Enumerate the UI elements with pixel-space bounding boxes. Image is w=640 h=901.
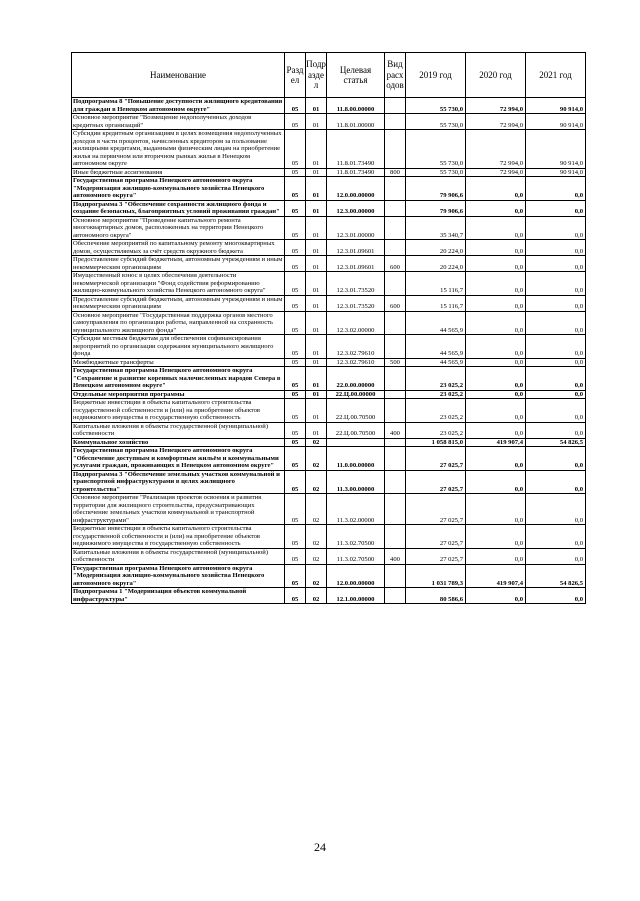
cell-article: 11.8.01.73490 bbox=[327, 168, 385, 177]
table-body bbox=[72, 98, 586, 604]
table-row bbox=[72, 470, 586, 494]
cell-2020: 0,0 bbox=[466, 588, 526, 604]
header-2019: 2019 год bbox=[406, 53, 466, 98]
cell-podrazdel: 01 bbox=[306, 367, 327, 391]
cell-article: 11.3.00.00000 bbox=[327, 470, 385, 494]
cell-2019: 55 730,0 bbox=[406, 168, 466, 177]
cell-2019: 27 025,7 bbox=[406, 548, 466, 564]
table-row bbox=[72, 494, 586, 525]
cell-vid: 500 bbox=[385, 358, 406, 367]
cell-podrazdel: 01 bbox=[306, 177, 327, 201]
cell-vid: 600 bbox=[385, 256, 406, 272]
cell-podrazdel: 01 bbox=[306, 358, 327, 367]
cell-name: Субсидии местным бюджетам для обеспечения софинансирования мероприятий по организации содержания муниципального жилищного фонда bbox=[72, 335, 285, 359]
cell-2020: 0,0 bbox=[466, 295, 526, 311]
cell-podrazdel: 02 bbox=[306, 447, 327, 471]
table-row bbox=[72, 548, 586, 564]
cell-razdel: 05 bbox=[285, 200, 306, 216]
cell-razdel: 05 bbox=[285, 470, 306, 494]
cell-2020: 0,0 bbox=[466, 200, 526, 216]
cell-2020: 0,0 bbox=[466, 367, 526, 391]
cell-vid bbox=[385, 311, 406, 335]
cell-article: 22.Ц.00.70500 bbox=[327, 422, 385, 438]
cell-article: 12.3.00.00000 bbox=[327, 200, 385, 216]
header-2020: 2020 год bbox=[466, 53, 526, 98]
cell-name: Иные бюджетные ассигнования bbox=[72, 168, 285, 177]
cell-podrazdel: 01 bbox=[306, 168, 327, 177]
cell-2019: 20 224,0 bbox=[406, 256, 466, 272]
cell-name: Основное мероприятие "Государственная поддержка органов местного самоуправления по организации работы, направленной на сохранность муниципального жилищного фонда" bbox=[72, 311, 285, 335]
cell-vid bbox=[385, 367, 406, 391]
cell-article: 11.8.01.73490 bbox=[327, 130, 385, 169]
table-row bbox=[72, 311, 586, 335]
cell-2019: 27 025,7 bbox=[406, 525, 466, 549]
cell-2021: 0,0 bbox=[526, 470, 586, 494]
cell-article: 12.3.01.00000 bbox=[327, 216, 385, 240]
cell-article: 12.3.01.09601 bbox=[327, 256, 385, 272]
table-row bbox=[72, 399, 586, 423]
cell-name: Государственная программа Ненецкого автономного округа "Модернизация жилищно-коммунального хозяйства Ненецкого автономного округа" bbox=[72, 177, 285, 201]
cell-vid: 400 bbox=[385, 548, 406, 564]
cell-2021: 54 826,5 bbox=[526, 438, 586, 447]
cell-razdel: 05 bbox=[285, 390, 306, 399]
cell-2019: 27 025,7 bbox=[406, 447, 466, 471]
cell-2019: 44 565,9 bbox=[406, 335, 466, 359]
cell-2020: 0,0 bbox=[466, 422, 526, 438]
cell-name: Подпрограмма 1 "Модернизация объектов коммунальной инфраструктуры" bbox=[72, 588, 285, 604]
cell-vid bbox=[385, 447, 406, 471]
table-row bbox=[72, 168, 586, 177]
cell-name: Обеспечение мероприятий по капитальному ремонту многоквартирных домов, осуществляемых за счёт средств окружного бюджета bbox=[72, 240, 285, 256]
cell-2020: 0,0 bbox=[466, 358, 526, 367]
table-row bbox=[72, 335, 586, 359]
cell-razdel: 05 bbox=[285, 216, 306, 240]
cell-2021: 0,0 bbox=[526, 548, 586, 564]
cell-article: 12.3.02.79610 bbox=[327, 358, 385, 367]
cell-2021: 0,0 bbox=[526, 295, 586, 311]
cell-vid bbox=[385, 177, 406, 201]
cell-2021: 0,0 bbox=[526, 588, 586, 604]
cell-podrazdel: 01 bbox=[306, 240, 327, 256]
cell-2021: 0,0 bbox=[526, 200, 586, 216]
header-podrazdel: Подраздел bbox=[306, 53, 327, 98]
cell-name: Основное мероприятие "Проведение капитального ремонта многоквартирных домов, расположенных на территории Ненецкого автономного округа" bbox=[72, 216, 285, 240]
cell-2019: 23 025,2 bbox=[406, 390, 466, 399]
cell-2021: 0,0 bbox=[526, 272, 586, 296]
cell-2019: 1 058 815,0 bbox=[406, 438, 466, 447]
cell-razdel: 05 bbox=[285, 311, 306, 335]
cell-2020: 0,0 bbox=[466, 335, 526, 359]
cell-name: Бюджетные инвестиции в объекты капитального строительства государственной собственности и (или) на приобретение объектов недвижимого имущества в государственную собственность bbox=[72, 399, 285, 423]
cell-2020: 419 907,4 bbox=[466, 564, 526, 588]
cell-podrazdel: 01 bbox=[306, 256, 327, 272]
table-row bbox=[72, 390, 586, 399]
header-article: Целевая статья bbox=[327, 53, 385, 98]
table-row bbox=[72, 200, 586, 216]
cell-podrazdel: 01 bbox=[306, 200, 327, 216]
cell-vid: 800 bbox=[385, 168, 406, 177]
cell-podrazdel: 02 bbox=[306, 564, 327, 588]
cell-article: 11.8.00.00000 bbox=[327, 98, 385, 114]
cell-article: 12.1.00.00000 bbox=[327, 588, 385, 604]
cell-2019: 79 906,6 bbox=[406, 200, 466, 216]
cell-razdel: 05 bbox=[285, 548, 306, 564]
table-row bbox=[72, 216, 586, 240]
table-row bbox=[72, 114, 586, 130]
cell-razdel: 05 bbox=[285, 335, 306, 359]
header-name: Наименование bbox=[72, 53, 285, 98]
cell-vid bbox=[385, 98, 406, 114]
cell-podrazdel: 01 bbox=[306, 98, 327, 114]
cell-razdel: 05 bbox=[285, 399, 306, 423]
cell-2019: 15 116,7 bbox=[406, 295, 466, 311]
cell-article: 11.3.02.00000 bbox=[327, 494, 385, 525]
cell-podrazdel: 02 bbox=[306, 470, 327, 494]
cell-vid: 600 bbox=[385, 295, 406, 311]
table-row bbox=[72, 130, 586, 169]
cell-podrazdel: 01 bbox=[306, 422, 327, 438]
table-row bbox=[72, 447, 586, 471]
table-row bbox=[72, 295, 586, 311]
cell-vid bbox=[385, 390, 406, 399]
cell-razdel: 05 bbox=[285, 525, 306, 549]
cell-2021: 90 914,0 bbox=[526, 98, 586, 114]
cell-razdel: 05 bbox=[285, 588, 306, 604]
cell-vid bbox=[385, 399, 406, 423]
cell-2021: 0,0 bbox=[526, 177, 586, 201]
cell-razdel: 05 bbox=[285, 168, 306, 177]
cell-2021: 0,0 bbox=[526, 358, 586, 367]
cell-2021: 0,0 bbox=[526, 216, 586, 240]
cell-2019: 55 730,0 bbox=[406, 98, 466, 114]
cell-name: Бюджетные инвестиции в объекты капитального строительства государственной собственности и (или) на приобретение объектов недвижимого имущества в государственную собственность bbox=[72, 525, 285, 549]
cell-vid bbox=[385, 240, 406, 256]
cell-podrazdel: 01 bbox=[306, 130, 327, 169]
cell-article: 11.0.00.00000 bbox=[327, 447, 385, 471]
cell-2020: 0,0 bbox=[466, 256, 526, 272]
header-vid: Вид расходов bbox=[385, 53, 406, 98]
cell-razdel: 05 bbox=[285, 240, 306, 256]
cell-razdel: 05 bbox=[285, 114, 306, 130]
cell-podrazdel: 01 bbox=[306, 272, 327, 296]
cell-podrazdel: 02 bbox=[306, 525, 327, 549]
cell-2020: 0,0 bbox=[466, 240, 526, 256]
cell-razdel: 05 bbox=[285, 367, 306, 391]
cell-2020: 0,0 bbox=[466, 216, 526, 240]
cell-article: 12.3.01.73520 bbox=[327, 295, 385, 311]
cell-2019: 23 025,2 bbox=[406, 422, 466, 438]
cell-article: 11.8.01.00000 bbox=[327, 114, 385, 130]
cell-vid bbox=[385, 564, 406, 588]
cell-vid bbox=[385, 130, 406, 169]
cell-podrazdel: 02 bbox=[306, 588, 327, 604]
cell-name: Капитальные вложения в объекты государственной (муниципальной) собственности bbox=[72, 422, 285, 438]
cell-2019: 55 730,0 bbox=[406, 114, 466, 130]
cell-article: 12.0.00.00000 bbox=[327, 177, 385, 201]
cell-name: Подпрограмма 8 "Повышение доступности жилищного кредитования для граждан в Ненецком автономном округе" bbox=[72, 98, 285, 114]
cell-2019: 27 025,7 bbox=[406, 494, 466, 525]
cell-2020: 419 907,4 bbox=[466, 438, 526, 447]
cell-name: Коммунальное хозяйство bbox=[72, 438, 285, 447]
cell-2020: 0,0 bbox=[466, 399, 526, 423]
cell-article: 12.3.01.73520 bbox=[327, 272, 385, 296]
cell-razdel: 05 bbox=[285, 177, 306, 201]
table-row bbox=[72, 256, 586, 272]
cell-podrazdel: 01 bbox=[306, 311, 327, 335]
cell-name: Предоставление субсидий бюджетным, автономным учреждениям и иным некоммерческим организациям bbox=[72, 295, 285, 311]
cell-2019: 44 565,9 bbox=[406, 311, 466, 335]
cell-2019: 35 340,7 bbox=[406, 216, 466, 240]
cell-2019: 27 025,7 bbox=[406, 470, 466, 494]
cell-article bbox=[327, 438, 385, 447]
cell-2019: 1 031 789,3 bbox=[406, 564, 466, 588]
cell-article: 12.0.00.00000 bbox=[327, 564, 385, 588]
cell-article: 11.3.02.70500 bbox=[327, 548, 385, 564]
cell-2019: 23 025,2 bbox=[406, 367, 466, 391]
cell-article: 12.3.01.09601 bbox=[327, 240, 385, 256]
cell-vid bbox=[385, 335, 406, 359]
cell-name: Основное мероприятие "Реализация проектов освоения и развития территории для жилищного строительства, предусматривающих обеспечение земельных участков коммунальной и транспортной инфраструктурами" bbox=[72, 494, 285, 525]
cell-podrazdel: 02 bbox=[306, 438, 327, 447]
cell-razdel: 05 bbox=[285, 358, 306, 367]
cell-vid: 400 bbox=[385, 422, 406, 438]
cell-2019: 20 224,0 bbox=[406, 240, 466, 256]
cell-2021: 90 914,0 bbox=[526, 114, 586, 130]
cell-vid bbox=[385, 525, 406, 549]
cell-article: 12.3.02.79610 bbox=[327, 335, 385, 359]
table-row bbox=[72, 272, 586, 296]
cell-2021: 0,0 bbox=[526, 390, 586, 399]
table-row bbox=[72, 525, 586, 549]
cell-2020: 0,0 bbox=[466, 177, 526, 201]
cell-podrazdel: 01 bbox=[306, 399, 327, 423]
cell-podrazdel: 01 bbox=[306, 335, 327, 359]
budget-table bbox=[71, 52, 586, 604]
cell-vid bbox=[385, 588, 406, 604]
cell-article: 12.3.02.00000 bbox=[327, 311, 385, 335]
cell-vid bbox=[385, 114, 406, 130]
page-number: 24 bbox=[314, 840, 326, 854]
cell-2019: 15 116,7 bbox=[406, 272, 466, 296]
header-razdel: Раздел bbox=[285, 53, 306, 98]
table-row bbox=[72, 358, 586, 367]
cell-razdel: 05 bbox=[285, 98, 306, 114]
cell-vid bbox=[385, 272, 406, 296]
cell-name: Имущественный взнос в целях обеспечения деятельности некоммерческой организации "Фонд содействия реформированию жилищно-коммунального хозяйства Ненецкого автономного округа" bbox=[72, 272, 285, 296]
cell-2020: 0,0 bbox=[466, 470, 526, 494]
table-row bbox=[72, 240, 586, 256]
cell-razdel: 05 bbox=[285, 295, 306, 311]
cell-2020: 72 994,0 bbox=[466, 98, 526, 114]
cell-name: Основное мероприятие "Возмещение недополученных доходов кредитных организаций" bbox=[72, 114, 285, 130]
cell-name: Отдельные мероприятия программы bbox=[72, 390, 285, 399]
cell-name: Предоставление субсидий бюджетным, автономным учреждениям и иным некоммерческим организациям bbox=[72, 256, 285, 272]
cell-podrazdel: 02 bbox=[306, 548, 327, 564]
cell-razdel: 05 bbox=[285, 130, 306, 169]
cell-2020: 0,0 bbox=[466, 494, 526, 525]
cell-article: 22.Ц.00.00000 bbox=[327, 390, 385, 399]
cell-2020: 0,0 bbox=[466, 447, 526, 471]
table-row bbox=[72, 367, 586, 391]
table-row bbox=[72, 588, 586, 604]
table-header-row bbox=[72, 53, 586, 98]
cell-2020: 0,0 bbox=[466, 272, 526, 296]
cell-podrazdel: 01 bbox=[306, 216, 327, 240]
cell-razdel: 05 bbox=[285, 447, 306, 471]
cell-razdel: 05 bbox=[285, 494, 306, 525]
cell-article: 22.0.00.00000 bbox=[327, 367, 385, 391]
cell-2020: 72 994,0 bbox=[466, 130, 526, 169]
cell-2021: 90 914,0 bbox=[526, 168, 586, 177]
cell-2021: 0,0 bbox=[526, 367, 586, 391]
cell-article: 22.Ц.00.70500 bbox=[327, 399, 385, 423]
cell-podrazdel: 01 bbox=[306, 390, 327, 399]
cell-name: Подпрограмма 3 "Обеспечение земельных участков коммунальной и транспортной инфраструктурами в целях жилищного строительства" bbox=[72, 470, 285, 494]
table-row bbox=[72, 98, 586, 114]
cell-podrazdel: 01 bbox=[306, 114, 327, 130]
cell-2020: 0,0 bbox=[466, 548, 526, 564]
header-2021: 2021 год bbox=[526, 53, 586, 98]
cell-vid bbox=[385, 438, 406, 447]
cell-article: 11.3.02.70500 bbox=[327, 525, 385, 549]
cell-vid bbox=[385, 494, 406, 525]
cell-vid bbox=[385, 200, 406, 216]
cell-2021: 90 914,0 bbox=[526, 130, 586, 169]
cell-name: Межбюджетные трансферты bbox=[72, 358, 285, 367]
cell-razdel: 05 bbox=[285, 422, 306, 438]
cell-2019: 23 025,2 bbox=[406, 399, 466, 423]
cell-name: Государственная программа Ненецкого автономного округа "Сохранение и развитие коренных малочисленных народов Севера в Ненецком автономном округе" bbox=[72, 367, 285, 391]
cell-name: Субсидии кредитным организациям в целях возмещения недополученных доходов в части процентов, начисленных кредитором за пользование жилищными кредитами, выданными физическим лицам на приобретение жилья на первичном или вторичном рынках жилья в Ненецком автономном округе bbox=[72, 130, 285, 169]
cell-2021: 0,0 bbox=[526, 311, 586, 335]
cell-2021: 0,0 bbox=[526, 399, 586, 423]
cell-2020: 0,0 bbox=[466, 525, 526, 549]
table-row bbox=[72, 177, 586, 201]
cell-2019: 79 906,6 bbox=[406, 177, 466, 201]
cell-vid bbox=[385, 470, 406, 494]
cell-2020: 72 994,0 bbox=[466, 114, 526, 130]
cell-vid bbox=[385, 216, 406, 240]
cell-2021: 0,0 bbox=[526, 422, 586, 438]
cell-razdel: 05 bbox=[285, 272, 306, 296]
cell-2021: 0,0 bbox=[526, 256, 586, 272]
cell-razdel: 05 bbox=[285, 438, 306, 447]
table-row bbox=[72, 564, 586, 588]
cell-2021: 0,0 bbox=[526, 240, 586, 256]
cell-2019: 80 586,6 bbox=[406, 588, 466, 604]
cell-podrazdel: 01 bbox=[306, 295, 327, 311]
cell-name: Подпрограмма 3 "Обеспечение сохранности жилищного фонда и создание безопасных, благоприятных условий проживания граждан" bbox=[72, 200, 285, 216]
cell-2021: 0,0 bbox=[526, 525, 586, 549]
cell-2020: 0,0 bbox=[466, 311, 526, 335]
cell-2021: 0,0 bbox=[526, 335, 586, 359]
cell-2020: 0,0 bbox=[466, 390, 526, 399]
cell-2019: 44 565,9 bbox=[406, 358, 466, 367]
cell-name: Капитальные вложения в объекты государственной (муниципальной) собственности bbox=[72, 548, 285, 564]
cell-2020: 72 994,0 bbox=[466, 168, 526, 177]
cell-name: Государственная программа Ненецкого автономного округа "Модернизация жилищно-коммунального хозяйства Ненецкого автономного округа" bbox=[72, 564, 285, 588]
cell-razdel: 05 bbox=[285, 256, 306, 272]
cell-podrazdel: 02 bbox=[306, 494, 327, 525]
cell-2021: 54 826,5 bbox=[526, 564, 586, 588]
cell-2021: 0,0 bbox=[526, 494, 586, 525]
cell-razdel: 05 bbox=[285, 564, 306, 588]
table-row bbox=[72, 422, 586, 438]
table-row bbox=[72, 438, 586, 447]
cell-2019: 55 730,0 bbox=[406, 130, 466, 169]
cell-name: Государственная программа Ненецкого автономного округа "Обеспечение доступным и комфортным жильём и коммунальными услугами граждан, проживающих в Ненецком автономном округе" bbox=[72, 447, 285, 471]
cell-2021: 0,0 bbox=[526, 447, 586, 471]
